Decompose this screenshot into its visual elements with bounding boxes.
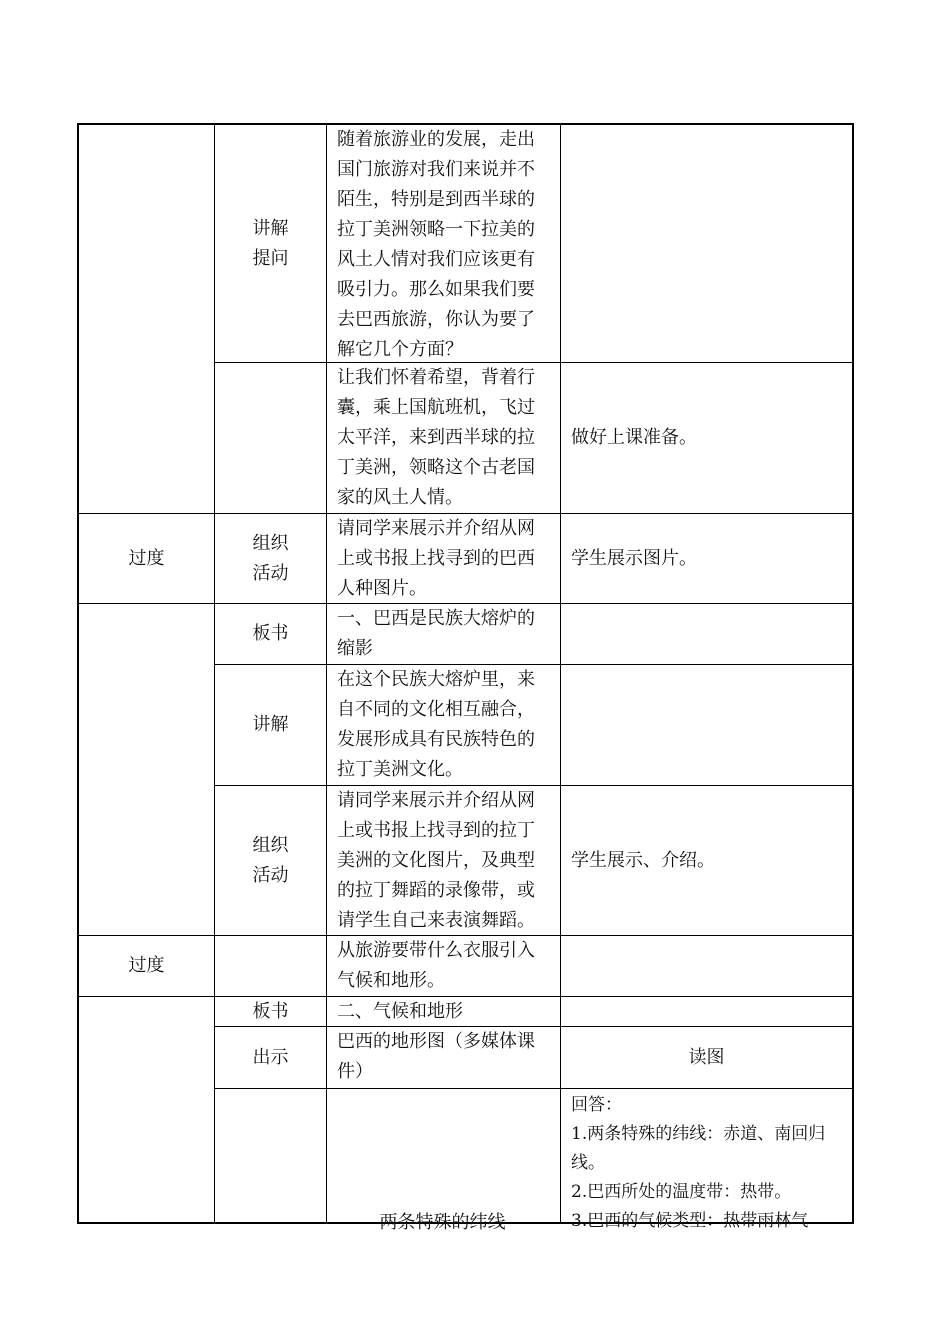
student-activity-cell: 读图 xyxy=(688,1046,725,1068)
student-activity-cell xyxy=(571,125,843,362)
teacher-content-cell: 一、巴西是民族大熔炉的缩影 xyxy=(337,608,535,659)
activity-cell: 组织 活动 xyxy=(252,532,289,584)
teacher-content-cell: 请同学来展示并介绍从网上或书报上找寻到的巴西人种图片。 xyxy=(337,518,535,599)
col-divider-2 xyxy=(326,125,327,1222)
activity-cell xyxy=(215,363,326,513)
teacher-content-cell: 随着旅游业的发展，走出国门旅游对我们来说并不陌生，特别是到西半球的拉丁美洲领略一下拉美的风土人情对我们应该更有吸引力。那么如果我们要去巴西旅游，你认为要了解它几个方面？ xyxy=(337,129,535,360)
stage-cell: 过度 xyxy=(128,547,165,569)
student-activity-cell xyxy=(571,936,843,996)
teacher-content-cell: 二、气候和地形 xyxy=(337,1001,463,1022)
stage-cell: 过度 xyxy=(128,955,165,976)
student-activity-cell xyxy=(571,665,843,785)
teacher-content-cell: 请同学来展示并介绍从网上或书报上找寻到的拉丁美洲的文化图片，及典型的拉丁舞蹈的录像带，或请学生自己来表演舞蹈。 xyxy=(337,790,535,931)
teacher-content-cell xyxy=(337,1089,551,1222)
activity-cell: 组织 活动 xyxy=(252,834,289,886)
student-answer-cell: 回答： 1.两条特殊的纬线：赤道、南回归线。 2.巴西所处的温度带：热带。 3.巴西的气候类型：热带雨林气 xyxy=(571,1095,826,1231)
activity-cell: 出示 xyxy=(252,1046,289,1068)
student-activity-cell xyxy=(571,997,843,1026)
teacher-content-cell: 巴西的地形图（多媒体课件） xyxy=(337,1031,535,1082)
student-activity-cell xyxy=(571,604,843,664)
student-activity-cell: 学生展示图片。 xyxy=(571,547,697,569)
footer-caption: 两条特殊的纬线 xyxy=(379,1212,506,1233)
student-activity-cell: 学生展示、介绍。 xyxy=(571,849,715,871)
activity-cell: 板书 xyxy=(252,623,289,644)
activity-cell: 讲解 xyxy=(252,714,289,735)
lesson-plan-table xyxy=(77,123,854,1231)
activity-cell xyxy=(215,1089,326,1222)
teacher-content-cell: 从旅游要带什么衣服引入气候和地形。 xyxy=(337,940,535,991)
activity-cell: 讲解 提问 xyxy=(252,217,289,269)
teacher-content-cell: 在这个民族大熔炉里，来自不同的文化相互融合，发展形成具有民族特色的拉丁美洲文化。 xyxy=(337,669,535,780)
teacher-content-cell: 让我们怀着希望，背着行囊，乘上国航班机，飞过太平洋，来到西半球的拉丁美洲，领略这个古老国家的风土人情。 xyxy=(337,367,535,508)
activity-cell xyxy=(215,936,326,996)
activity-cell: 板书 xyxy=(252,1000,289,1022)
student-activity-cell: 做好上课准备。 xyxy=(571,427,697,448)
